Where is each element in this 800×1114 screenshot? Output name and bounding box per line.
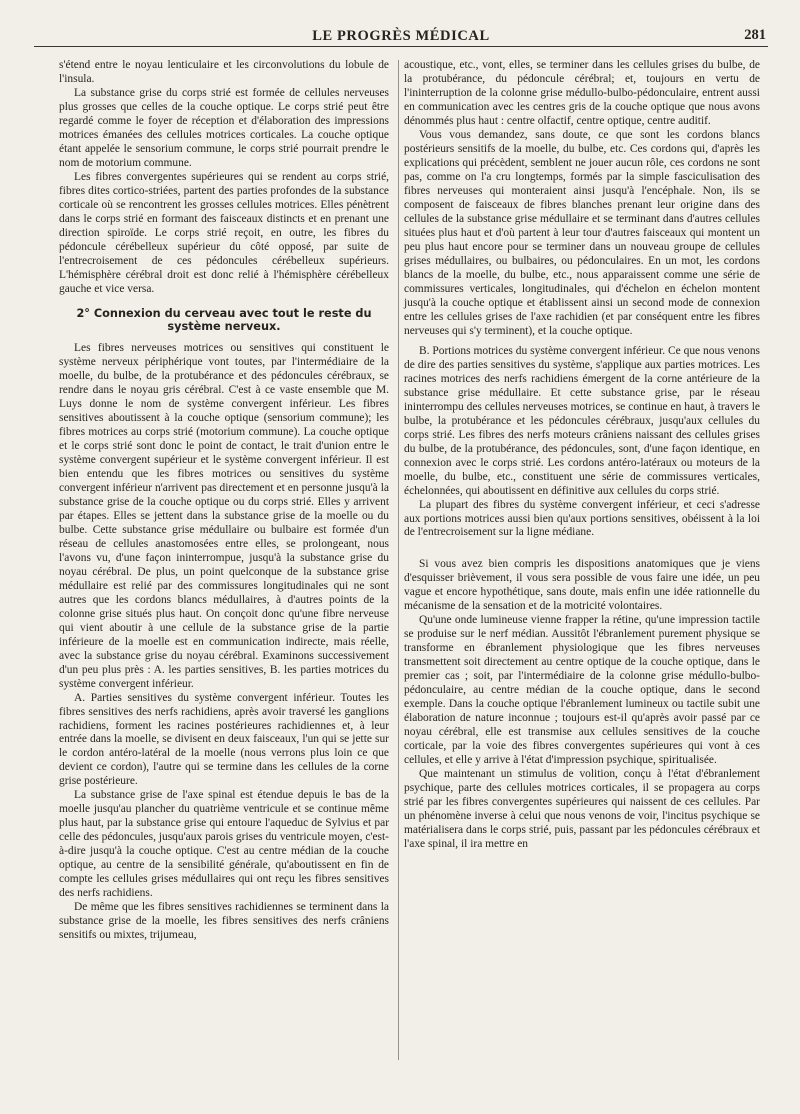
paragraph: A. Parties sensitives du système convergent inférieur. Toutes les fibres sensitives des nerfs rachidiens, après avoir traversé les ganglions rachidiens, forment les racines postérieures rachidiennes et, à leur entrée dans la moelle, se divisent en deux faisceaux, l'un qui se jette sur le cordon antéro-latéral de la moelle (nous verrons plus loin ce que devient ce cordon), l'autre qui se termine dans les cellules de la corne grise postérieure. [59,691,389,788]
paragraph: Vous vous demandez, sans doute, ce que sont les cordons blancs postérieurs sensitifs de la moelle, du bulbe, etc. Ces cordons qui, d'après les explications qui précèdent, semblent ne jouer aucun rôle, ces cordons ne sont pas, comme on l'a cru longtemps, formés par la simple fasciculisation des fibres nerveuses qui monteraient ainsi jusqu'à l'encéphale. Non, ils se composent de faisceaux de fibres blanches prenant leur origine dans des cellules de la substance grise médullaire et se terminant dans d'autres cellules situées plus haut et d'où partent à leur tour d'autres faisceaux qui montent un peu plus haut encore pour se terminer dans un nouveau groupe de cellules grises médullaires, ou bulbaires, ou pédonculaires. En un mot, les cordons blancs de la moelle, du bulbe, etc., nous apparaissent comme une série de commissures verticales, longitudinales, qui d'échelon en échelon montent jusqu'à la couche optique et établissent ainsi un second mode de connexion entre les cellules grises de l'axe rachidien (et par conséquent entre les fibres nerveuses qui s'y terminent), et la couche optique. [404,128,760,337]
spacer [404,540,760,558]
page-header [34,26,768,47]
left-column [59,59,389,943]
paragraph: acoustique, etc., vont, elles, se terminer dans les cellules grises du bulbe, de la protubérance, du pédoncule cérébral; et, toujours en vertu de l'ininterruption de la colonne grise médullo-bulbo-pédonculaire, entrent aussi en communication avec les centres gris de la couche optique que nous avons dénommés plus haut : centre olfactif, centre optique, centre auditif. [404,59,760,127]
paragraph: B. Portions motrices du système convergent inférieur. Ce que nous venons de dire des parties sensitives du système, s'applique aux parties motrices. Les racines motrices des nerfs rachidiens émergent de la corne antérieure de la substance grise médullaire. Et cette substance grise, par le réseau ininterrompu des cellules nerveuses motrices, se continue en haut, à travers le bulbe, la protubérance et les pédoncules cérébraux, jusqu'aux cellules du corps strié. Les fibres des nerfs moteurs crâniens naissant des cellules grises du bulbe, de la protubérance, des pédoncules, sont, d'une façon identique, en connexion avec le corps strié. Les cordons antéro-latéraux ou moteurs de la moelle, du bulbe, etc., constituent une série de commissures verticales, échelonnées, qui aboutissent en définitive aux cellules du corps strié. [404,344,760,497]
column-divider [398,60,399,1060]
paragraph: La substance grise du corps strié est formée de cellules nerveuses plus grosses que celles de la couche optique. Le corps strié peut être regardé comme le foyer de réception et d'élaboration des impressions motrices émanées des cellules motrices corticales. La couche optique étant appelée le sensorium commune, le corps strié pourrait prendre le nom de motorium commune. [59,86,389,169]
paragraph: Qu'une onde lumineuse vienne frapper la rétine, qu'une impression tactile se produise sur le nerf médian. Aussitôt l'ébranlement purement physique se transforme en ébranlement physiologique que les fibres nerveuses transmettent soit directement au centre optique de la couche optique, dans le premier cas ; soit, par l'intermédiaire de la colonne grise médullo-bulbo-pédonculaire, au centre médian de la couche optique, dans le second exemple. Dans la couche optique l'ébranlement lumineux ou tactile subit une élaboration de nature inconnue ; toujours est-il qu'après avoir passé par ce noyau cérébral, elle est transmise aux cellules sensitives de la couche corticale, par la voie des fibres convergentes supérieures qui vont à ces cellules, et elle y arrive à l'état d'impression psychique, spiritualisée. [404,614,760,767]
paragraph: La substance grise de l'axe spinal est étendue depuis le bas de la moelle jusqu'au plancher du quatrième ventricule et se continue même plus haut, par la substance grise qui entoure l'aqueduc de Sylvius et par celle des pédoncules, jusqu'aux parois grises du ventricule moyen, c'est-à-dire jusqu'à la couche optique. C'est au centre médian de la couche optique, au centre de la sensibilité générale, qu'aboutissent en fin de compte les cellules grises médullaires qui ont reçu les fibres sensitives des nerfs rachidiens. [59,789,389,900]
section-heading: 2° Connexion du cerveau avec tout le reste du système nerveux. [76,306,372,334]
paragraph: Si vous avez bien compris les dispositions anatomiques que je viens d'esquisser brièvement, il vous sera possible de vous faire une idée, un peu vague et encore hypothétique, sans doute, mais enfin une idée rationnelle du mécanisme de la sensation et de la motricité volontaires. [404,558,760,613]
paragraph: La plupart des fibres du système convergent inférieur, et ceci s'adresse aux portions motrices aussi bien qu'aux portions sensitives, obéissent à la loi de l'entrecroisement sur la ligne médiane. [404,498,760,539]
paragraph: De même que les fibres sensitives rachidiennes se terminent dans la substance grise de la moelle, les fibres sensitives des nerfs crâniens sensitifs ou mixtes, trijumeau, [59,901,389,942]
paragraph: Les fibres nerveuses motrices ou sensitives qui constituent le système nerveux périphérique vont toutes, par l'intermédiaire de la moelle, du bulbe, de la protubérance et des pédoncules cérébraux, se rendre dans le noyau gris cérébral. C'est à ce vaste ensemble que M. Luys donne le nom de système convergent inférieur. Les fibres sensitives aboutissent à la couche optique (sensorium commune); les fibres motrices au corps strié (motorium commune). La couche optique et le corps strié sont donc le point de contact, le trait d'union entre le système convergent supérieur et le système convergent inférieur. Il est bien entendu que les fibres motrices ou sensitives du système convergent inférieur n'arrivent pas directement et en personne jusqu'à la substance grise de la couche optique ou du corps strié. Elles y arrivent par étapes. Elles se jettent dans la substance grise de la moelle ou du bulbe. Cette substance grise médullaire ou bulbaire est formée d'un réseau de cellules anastomosées entre elles, se prolongeant, nous l'avons vu, d'une façon ininterrompue, jusqu'à la substance grise du noyau cérébral. De plus, un point quelconque de la substance grise médullaire est relié par des commissures longitudinales qui ne sont autres que les cordons blancs médullaires, à d'autres points de la colonne grise situés plus haut. On conçoit donc qu'une fibre nerveuse qui vient aboutir à une cellule de la substance grise de la partie inférieure de la moelle est en communication indirecte, mais réelle, avec la substance grise du noyau cérébral. Examinons successivement d'un peu plus près : A. les parties sensitives, B. les parties motrices du système convergent inférieur. [59,341,389,690]
page-number: 281 [744,27,766,43]
paragraph: Les fibres convergentes supérieures qui se rendent au corps strié, fibres dites cortico-striées, partent des parties profondes de la substance corticale où se rencontrent les grosses cellules motrices. Elles pénètrent dans le corps strié en formant des faisceaux distincts et en prenant une direction spiroïde. Le corps strié reçoit, en outre, les fibres du pédoncule cérébelleux supérieur du côté opposé, par suite de l'entrecroisement de ces pédoncules cérébelleux supérieurs. L'hémisphère cérébral droit est donc relié à l'hémisphère cérébelleux gauche et vice versa. [59,170,389,295]
running-title: LE PROGRÈS MÉDICAL [312,28,490,44]
right-column [404,59,760,852]
paragraph: s'étend entre le noyau lenticulaire et les circonvolutions du lobule de l'insula. [59,59,389,85]
paragraph: Que maintenant un stimulus de volition, conçu à l'état d'ébranlement psychique, parte des cellules motrices corticales, il se propagera au corps strié par les fibres convergentes supérieures qui naissent de ces cellules. Par un phénomène inverse à celui que nous venons de voir, l'incitus psychique se matérialisera dans le corps strié, puis, passant par les pédoncules cérébraux et l'axe spinal, il ira mettre en [404,768,760,851]
